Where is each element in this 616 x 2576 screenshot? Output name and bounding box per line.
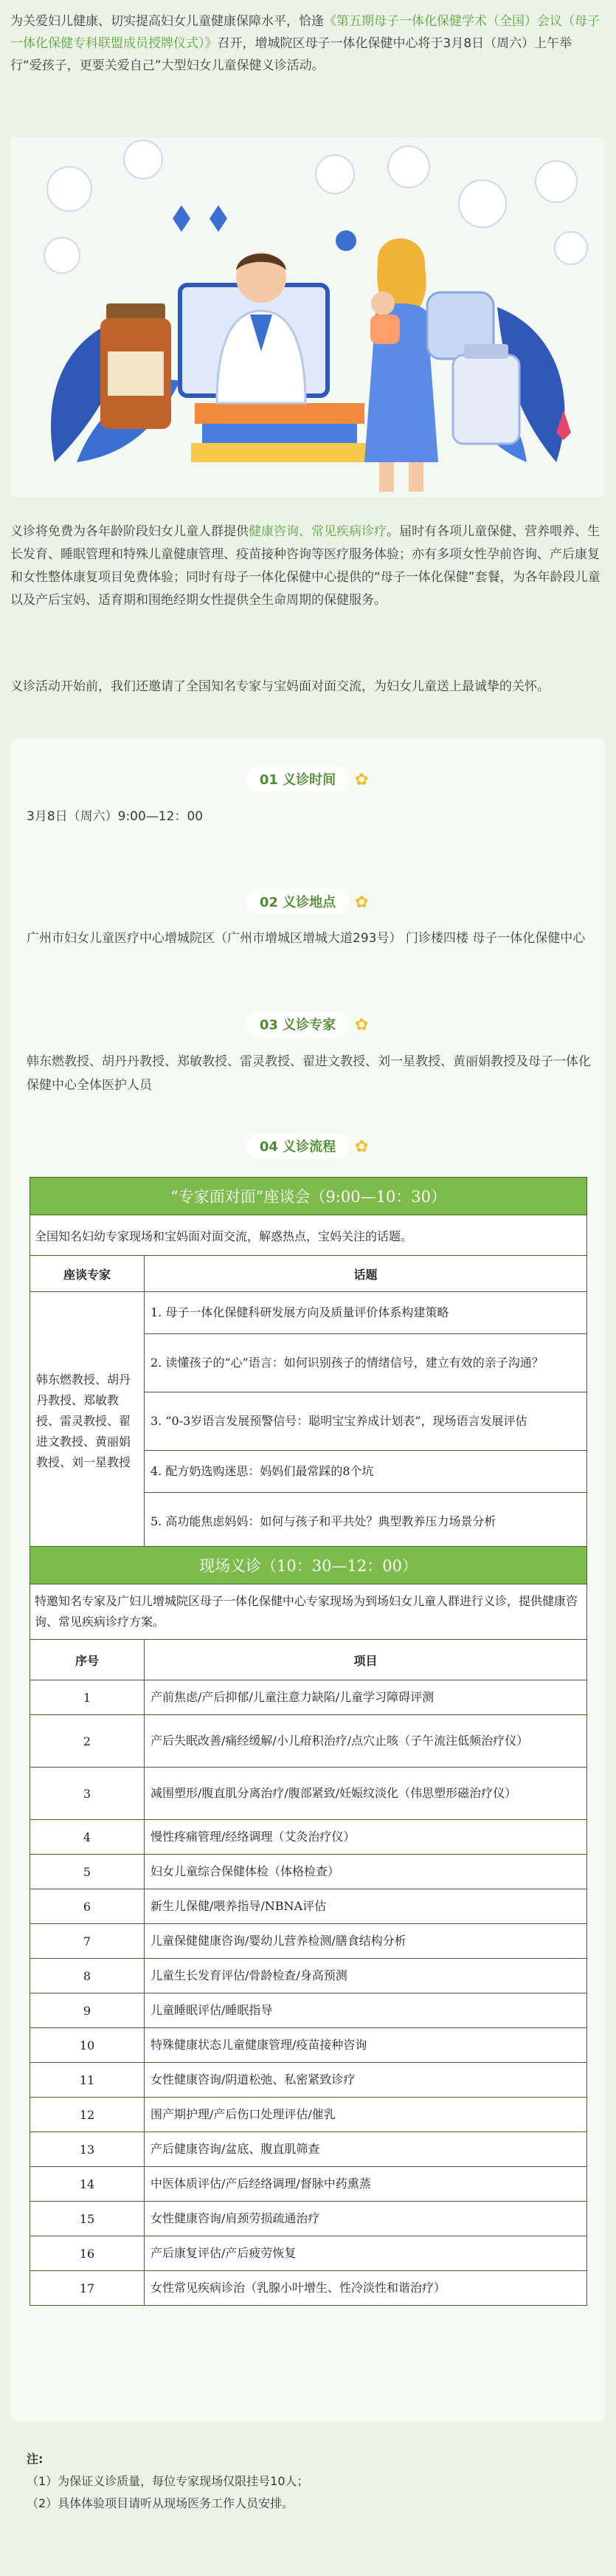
clinic-row-item: 新生儿保健/喂养指导/NBNA评估	[145, 1889, 587, 1924]
clinic-row	[30, 1768, 587, 1820]
section-time-text: 3月8日（周六）9:00—12：00	[27, 809, 204, 824]
hero-illustration	[10, 137, 605, 497]
clinic-row-no: 17	[30, 2271, 145, 2306]
section-flow-label: 04 义诊流程	[246, 1133, 349, 1158]
clinic-row-no: 4	[30, 1820, 145, 1855]
clinic-description: 特邀知名专家及广妇儿增城院区母子一体化保健中心专家现场为到场妇女儿童人群进行义诊，提供健康咨询、常见疾病诊疗方案。	[30, 1584, 587, 1640]
clinic-row-no: 15	[30, 2202, 145, 2236]
service-before: 义诊将免费为各年龄阶段妇女儿童人群提供	[10, 524, 249, 539]
forum-col-experts: 座谈专家	[30, 1256, 145, 1292]
clinic-row-no: 6	[30, 1889, 145, 1924]
clinic-row-no: 14	[30, 2167, 145, 2202]
section-place-title	[0, 889, 616, 914]
clinic-row-item: 产后失眠改善/痛经缓解/小儿疳积治疗/点穴止咳（子午流注低频治疗仪）	[145, 1715, 587, 1768]
clinic-col-item: 项目	[145, 1640, 587, 1680]
clinic-row	[30, 2028, 587, 2063]
notes-section	[27, 2448, 587, 2515]
clinic-row-no: 9	[30, 1993, 145, 2028]
clinic-row	[30, 1715, 587, 1768]
forum-topic: 1. 母子一体化保健科研发展方向及质量评价体系构建策略	[145, 1292, 587, 1334]
forum-col-topics: 话题	[145, 1256, 587, 1292]
clinic-row-no: 16	[30, 2236, 145, 2271]
clinic-row	[30, 2132, 587, 2167]
clinic-row	[30, 2271, 587, 2306]
clinic-row-no: 11	[30, 2063, 145, 2098]
intro-paragraph	[10, 10, 601, 77]
clinic-row	[30, 2236, 587, 2271]
clinic-row-no: 3	[30, 1768, 145, 1820]
intro-after: 召开，增城院区母子一体化保健中心将于3月8日（周六）上午举行“爱孩子，更要关爱自己”大型妇女儿童保健义诊活动。	[10, 36, 572, 73]
clinic-row-item: 特殊健康状态儿童健康管理/疫苗接种咨询	[145, 2028, 587, 2063]
section-flow-title	[0, 1133, 616, 1158]
clinic-row	[30, 1993, 587, 2028]
service-after: 。届时有各项儿童保健、营养喂养、生长发育、睡眠管理和特殊儿童健康管理、疫苗接种咨询等医疗服务体验；亦有多项女性孕前咨询、产后康复和女性整体康复项目免费体验；同时有母子一体化保健中心提供的“母子一体化保健”套餐，为各年龄段儿童以及产后宝妈、适育期和围绝经期女性提供全生命周期的保健服务。	[10, 524, 601, 608]
intro-before: 为关爱妇儿健康、切实提高妇女儿童健康保障水平，恰逢	[10, 14, 324, 29]
clinic-row-item: 儿童睡眠评估/睡眠指导	[145, 1993, 587, 2028]
clinic-row-item: 女性常见疾病诊治（乳腺小叶增生、性冷淡性和谐治疗）	[145, 2271, 587, 2306]
forum-topic: 5. 高功能焦虑妈妈：如何与孩子和平共处？典型教养压力场景分析	[145, 1493, 587, 1551]
clinic-col-no: 序号	[30, 1640, 145, 1680]
clinic-row-item: 妇女儿童综合保健体检（体格检查）	[145, 1855, 587, 1889]
clinic-row-no: 12	[30, 2098, 145, 2132]
clinic-row	[30, 2098, 587, 2132]
service-highlight: 健康咨询、常见疾病诊疗	[249, 524, 387, 539]
clinic-row-no: 10	[30, 2028, 145, 2063]
flower-icon: ✿	[354, 893, 369, 912]
flower-icon: ✿	[354, 771, 369, 789]
clinic-row-item: 产后康复评估/产后疲劳恢复	[145, 2236, 587, 2271]
doctor-mother-child-illustration	[10, 137, 605, 497]
clinic-heading: 现场义诊（10：30—12：00）	[30, 1547, 587, 1584]
clinic-row-no: 7	[30, 1924, 145, 1959]
clinic-row-item: 中医体质评估/产后经络调理/督脉中药熏蒸	[145, 2167, 587, 2202]
care-paragraph: 义诊活动开始前，我们还邀请了全国知名专家与宝妈面对面交流，为妇女儿童送上最诚挚的关怀。	[10, 679, 550, 694]
section-time-title	[0, 766, 616, 791]
clinic-row-no: 1	[30, 1680, 145, 1715]
clinic-row-no: 13	[30, 2132, 145, 2167]
clinic-row-item: 儿童保健健康咨询/婴幼儿营养检测/膳食结构分析	[145, 1924, 587, 1959]
clinic-row-item: 女性健康咨询/肩颈劳损疏通治疗	[145, 2202, 587, 2236]
clinic-row	[30, 1959, 587, 1993]
forum-topic: 3. “0-3岁语言发展预警信号：聪明宝宝养成计划表”，现场语言发展评估	[145, 1392, 587, 1451]
clinic-row-no: 5	[30, 1855, 145, 1889]
section-experts-text: 韩东燃教授、胡丹丹教授、郑敏教授、雷灵教授、翟进文教授、刘一星教授、黄丽娟教授及母子一体化保健中心全体医护人员	[27, 1054, 591, 1093]
clinic-row-no: 8	[30, 1959, 145, 1993]
note-item: （1）为保证义诊质量，每位专家现场仅限挂号10人；	[27, 2474, 309, 2488]
forum-description: 全国知名妇幼专家现场和宝妈面对面交流，解惑热点，宝妈关注的话题。	[30, 1215, 587, 1256]
clinic-row-item: 产后健康咨询/盆底、腹直肌筛查	[145, 2132, 587, 2167]
clinic-rows	[30, 1680, 587, 2306]
clinic-row	[30, 2202, 587, 2236]
forum-experts-cell: 韩东燃教授、胡丹丹教授、郑敏教授、雷灵教授、翟进文教授、黄丽娟教授、刘一星教授	[30, 1292, 145, 1551]
clinic-table	[30, 1546, 587, 2306]
clinic-row-item: 慢性疼痛管理/经络调理（艾灸治疗仪）	[145, 1820, 587, 1855]
section-time-label: 01 义诊时间	[246, 766, 349, 791]
clinic-row	[30, 2063, 587, 2098]
clinic-row	[30, 1855, 587, 1889]
forum-topic: 4. 配方奶选购迷思：妈妈们最常踩的8个坑	[145, 1451, 587, 1493]
clinic-row	[30, 1924, 587, 1959]
flower-icon: ✿	[354, 1016, 369, 1034]
section-experts-title	[0, 1011, 616, 1037]
clinic-row-item: 儿童生长发育评估/骨龄检查/身高预测	[145, 1959, 587, 1993]
clinic-row	[30, 1820, 587, 1855]
clinic-row	[30, 2167, 587, 2202]
section-place-text: 广州市妇女儿童医疗中心增城院区（广州市增城区增城大道293号） 门诊楼四楼 母子一体化保健中心	[27, 931, 586, 946]
clinic-row-item: 围产期护理/产后伤口处理评估/催乳	[145, 2098, 587, 2132]
clinic-row-item: 产前焦虑/产后抑郁/儿童注意力缺陷/儿童学习障碍评测	[145, 1680, 587, 1715]
forum-heading: “专家面对面”座谈会（9:00—10：30）	[30, 1178, 587, 1215]
notes-title: 注:	[27, 2452, 44, 2466]
clinic-row	[30, 1680, 587, 1715]
forum-table	[30, 1177, 587, 1551]
forum-topic: 2. 读懂孩子的“心”语言：如何识别孩子的情绪信号，建立有效的亲子沟通？	[145, 1334, 587, 1392]
clinic-row	[30, 1889, 587, 1924]
clinic-row-item: 减围塑形/腹直肌分离治疗/腹部紧致/妊娠纹淡化（伟思塑形磁治疗仪）	[145, 1768, 587, 1820]
clinic-row-no: 2	[30, 1715, 145, 1768]
note-item: （2）具体体验项目请听从现场医务工作人员安排。	[27, 2496, 294, 2510]
clinic-row-item: 女性健康咨询/阴道松弛、私密紧致诊疗	[145, 2063, 587, 2098]
section-experts-label: 03 义诊专家	[246, 1011, 349, 1037]
section-place-label: 02 义诊地点	[246, 889, 349, 914]
service-paragraph	[10, 521, 605, 612]
intro-highlight: 《第五期母子一体化保健学术（全国）会议（母子一体化保健专科联盟成员授牌仪式）》	[10, 14, 600, 51]
flower-icon: ✿	[354, 1138, 369, 1156]
